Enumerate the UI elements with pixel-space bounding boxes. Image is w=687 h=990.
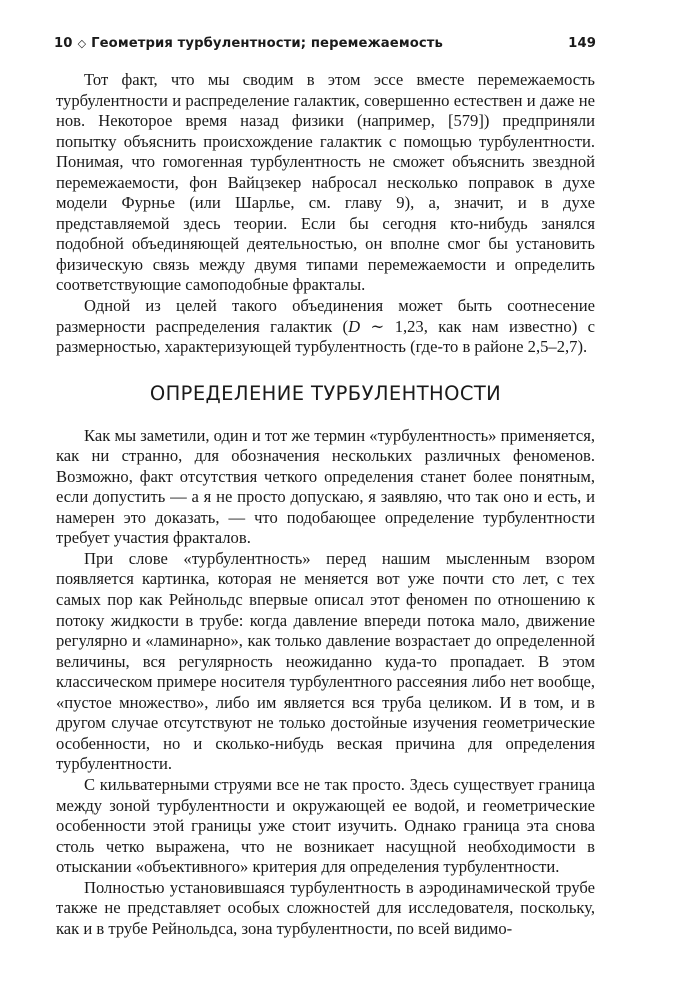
- paragraph: Как мы заметили, один и тот же термин «турбулентность» применяется, как ни странно, для обозначения нескольких различных феноменов. Возможно, факт отсутствия четкого определения станет более понятным, если допустить — а я не просто допускаю, я заявляю, что так оно и есть, и намерен это доказать, — что подобающее определение турбулентности требует участия фракталов.: [56, 425, 595, 548]
- chapter-number: 10: [54, 36, 73, 51]
- paragraph-dimension: [56, 296, 595, 358]
- paragraph: С кильватерными струями все не так просто. Здесь существует граница между зоной турбулентности и окружающей ее водой, и геометрические особенности этой границы уже стоит изучить. Однако граница эта снова столь четко выражена, что не возникает насущной необходимости в отыскании «объективного» критерия для определения турбулентности.: [56, 774, 595, 877]
- paragraph-text-start: Одной из целей такого объединения может быть соотнесение размерности распределения галактик (: [56, 296, 595, 336]
- chapter-heading: [54, 36, 443, 51]
- body-text: [56, 70, 595, 939]
- section-title: ОПРЕДЕЛЕНИЕ ТУРБУЛЕНТНОСТИ: [149, 381, 502, 405]
- diamond-icon: ◇: [77, 37, 87, 50]
- paragraph-text-end: , как нам известно) с размерностью, характеризующей турбулентность (где-то в районе 2,5–2,7).: [56, 316, 595, 357]
- paragraph: Полностью установившаяся турбулентность в аэродинамической трубе также не представляет особых сложностей для исследователя, поскольку, как и в трубе Рейнольдса, зона турбулентности, по всей видимо-: [56, 877, 595, 938]
- page-number: 149: [568, 36, 596, 51]
- math-approx-value: ∼ 1,23: [360, 316, 424, 336]
- math-variable-d: D: [348, 316, 361, 336]
- paragraph: При слове «турбулентность» перед нашим мысленным взором появляется картинка, которая не меняется вот уже почти сто лет, с тех самых пор как Рейнольдс впервые описал этот феномен по отношению к потоку жидкости в трубе: когда давление впереди потока мало, движение регулярно и «ламинарно», как только давление возрастает до определенной величины, вся регулярность неожиданно куда-то пропадает. В этом классическом примере носителя турбулентного рассеяния либо нет вообще, «пустое множество», либо им является вся труба целиком. И в том, и в другом случае отсутствуют не только достойные изучения геометрические особенности, но и сколько-нибудь веская причина для определения турбулентности.: [56, 548, 595, 774]
- running-header: [54, 36, 596, 58]
- chapter-title: Геометрия турбулентности; перемежаемость: [91, 36, 443, 51]
- paragraph: Тот факт, что мы сводим в этом эссе вместе перемежаемость турбулентности и распределение галактик, совершенно естествен и даже не нов. Некоторое время назад физики (например, [579]) предприняли попытку объяснить происхождение галактик с помощью турбулентности. Понимая, что гомогенная турбулентность не сможет объяснить звездной перемежаемости, фон Вайцзекер набросал несколько поправок в духе модели Фурнье (или Шарлье, см. главу 9), а, значит, и в духе представляемой здесь теории. Если бы сегодня кто-нибудь занялся подобной объединяющей деятельностью, он вполне смог бы установить физическую связь между двумя типами перемежаемости и определить соответствующие самоподобные фракталы.: [56, 70, 595, 295]
